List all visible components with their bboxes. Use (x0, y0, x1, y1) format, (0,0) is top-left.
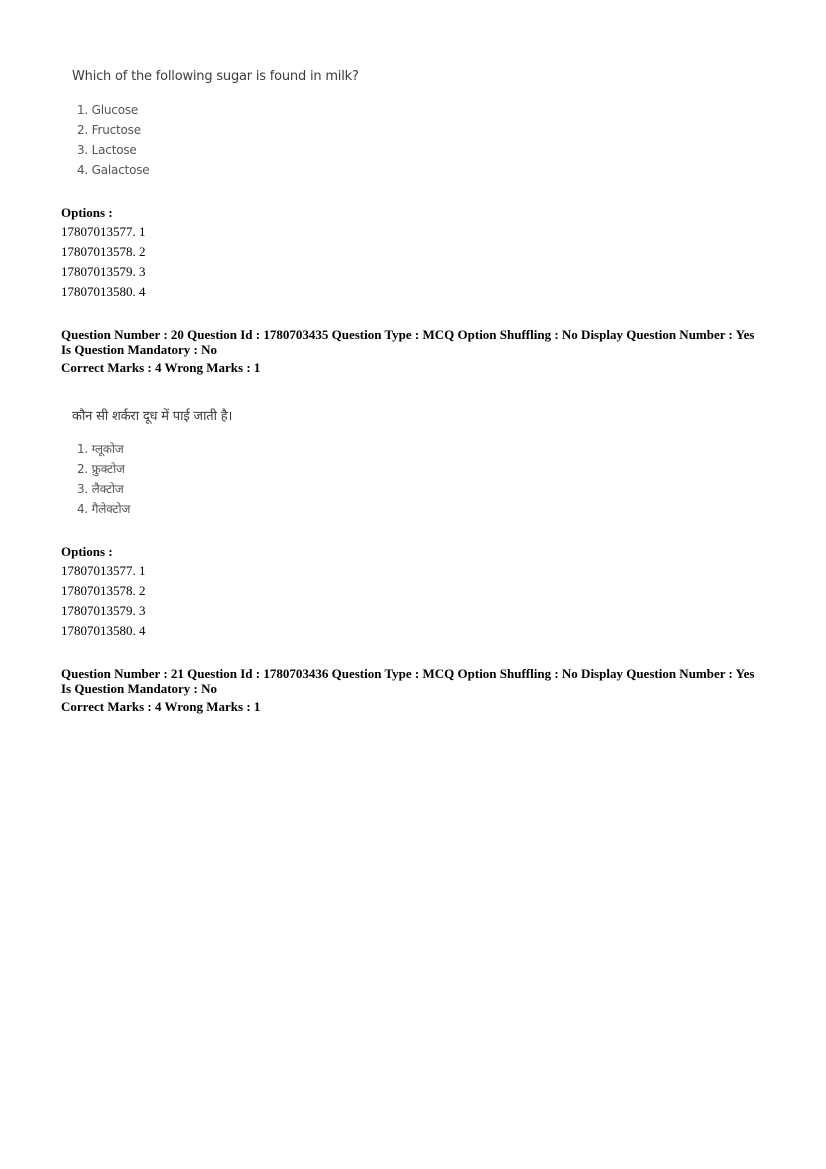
option-id: 17807013579. 3 (61, 603, 146, 618)
question-option: 1. ग्लूकोज (77, 442, 124, 456)
option-id: 17807013579. 3 (61, 264, 146, 279)
question-mandatory-line: Is Question Mandatory : No (61, 342, 218, 357)
question-option: 4. Galactose (77, 163, 150, 177)
option-id: 17807013580. 4 (61, 284, 146, 299)
question-option: 3. लैक्टोज (77, 482, 124, 496)
question-header-line: Question Number : 20 Question Id : 1780703435 Question Type : MCQ Option Shuffling : No Display Question Number : Yes (61, 327, 755, 342)
option-id: 17807013580. 4 (61, 623, 146, 638)
question-option: 2. Fructose (77, 123, 141, 137)
option-id: 17807013578. 2 (61, 583, 146, 598)
question-text: Which of the following sugar is found in milk? (72, 69, 359, 84)
question-option: 4. गैलेक्टोज (77, 502, 131, 516)
question-mandatory-line: Is Question Mandatory : No (61, 681, 218, 696)
option-id: 17807013577. 1 (61, 563, 146, 578)
options-label: Options : (61, 205, 113, 220)
question-marks-line: Correct Marks : 4 Wrong Marks : 1 (61, 699, 261, 714)
question-option: 2. फ्रुक्टोज (77, 462, 125, 476)
option-id: 17807013578. 2 (61, 244, 146, 259)
options-label: Options : (61, 544, 113, 559)
question-text: कौन सी शर्करा दूध में पाई जाती है। (72, 409, 233, 424)
question-header-line: Question Number : 21 Question Id : 1780703436 Question Type : MCQ Option Shuffling : No Display Question Number : Yes (61, 666, 755, 681)
question-marks-line: Correct Marks : 4 Wrong Marks : 1 (61, 360, 261, 375)
question-option: 3. Lactose (77, 143, 137, 157)
question-option: 1. Glucose (77, 103, 139, 117)
option-id: 17807013577. 1 (61, 224, 146, 239)
